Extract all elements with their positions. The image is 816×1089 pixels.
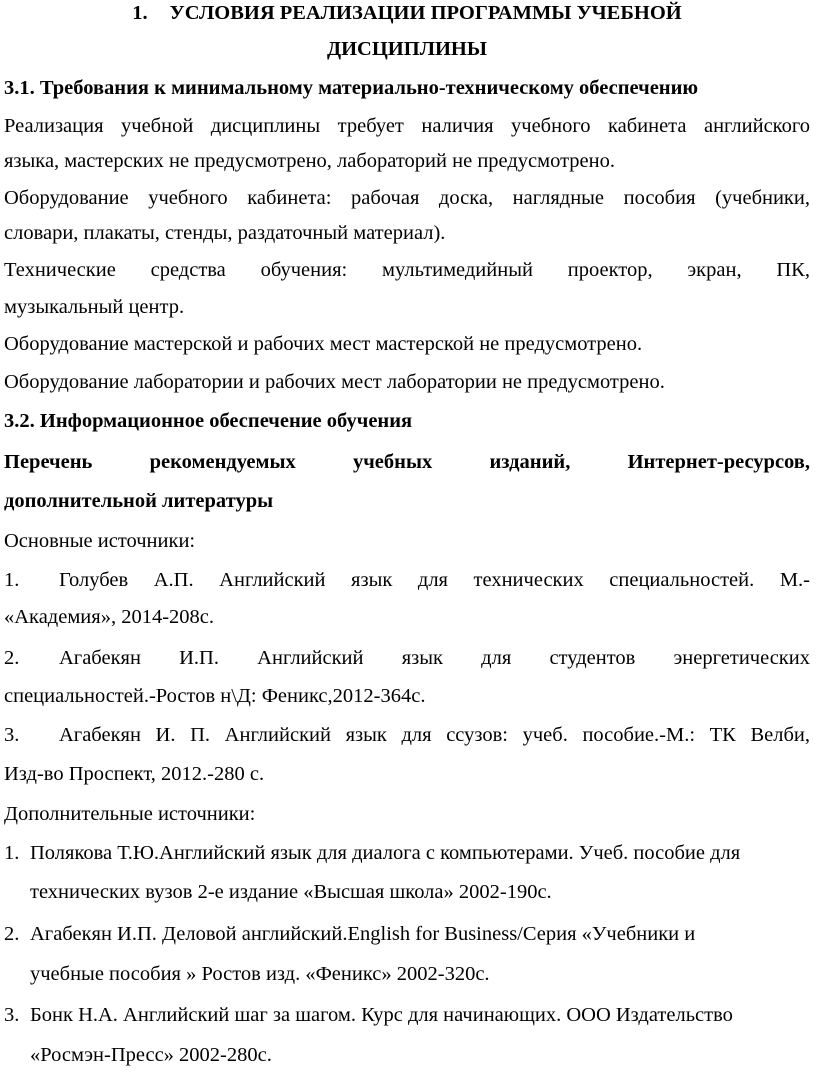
list-item-text: Агабекян И. П. Английский язык для ссузов: учеб. пособие.-М.: ТК Велби, <box>59 724 810 746</box>
list-item <box>4 724 810 747</box>
list-item-continuation: Изд-во Проспект, 2012.-280 с. <box>4 763 265 785</box>
list-item <box>4 1004 733 1027</box>
list-item-continuation: технических вузов 2-е издание «Высшая школа» 2002-190с. <box>30 881 552 903</box>
list-item-text: Голубев А.П. Английский язык для технических специальностей. М.- <box>59 569 810 591</box>
section-title-line1 <box>4 2 810 25</box>
list-item-continuation: «Росмэн-Пресс» 2002-280с. <box>30 1044 272 1066</box>
list-item <box>4 647 810 670</box>
section-title-line2: ДИСЦИПЛИНЫ <box>327 38 487 60</box>
subsection-heading-3-2: 3.2. Информационное обеспечение обучения <box>4 410 413 432</box>
list-item-continuation: специальностей.-Ростов н\Д: Феникс,2012-364с. <box>4 685 426 707</box>
main-sources-label: Основные источники: <box>4 530 196 552</box>
list-number: 2. <box>4 647 20 669</box>
paragraph-line: Оборудование лаборатории и рабочих мест лаборатории не предусмотрено. <box>4 371 665 393</box>
paragraph-line: Технические средства обучения: мультимедийный проектор, экран, ПК, <box>4 259 810 281</box>
list-item <box>4 923 695 946</box>
section-number: 1. <box>132 2 148 24</box>
list-number: 1. <box>4 842 20 864</box>
subheading-line: Перечень рекомендуемых учебных изданий, Интернет-ресурсов, <box>4 451 810 473</box>
subheading-line: дополнительной литературы <box>4 490 274 512</box>
subsection-heading-3-1: 3.1. Требования к минимальному материально-техническому обеспечению <box>4 77 699 99</box>
paragraph-line: языка, мастерских не предусмотрено, лабораторий не предусмотрено. <box>4 150 616 172</box>
list-item-continuation: «Академия», 2014-208с. <box>4 606 215 628</box>
paragraph-line: Реализация учебной дисциплины требует наличия учебного кабинета английского <box>4 115 810 137</box>
list-item-text: Агабекян И.П. Английский язык для студентов энергетических <box>59 647 810 669</box>
paragraph-line: Оборудование учебного кабинета: рабочая доска, наглядные пособия (учебники, <box>4 187 810 209</box>
list-item-text: Полякова Т.Ю.Английский язык для диалога с компьютерами. Учеб. пособие для <box>30 842 741 864</box>
section-title-text: УСЛОВИЯ РЕАЛИЗАЦИИ ПРОГРАММЫ УЧЕБНОЙ <box>169 2 682 24</box>
extra-sources-label: Дополнительные источники: <box>4 803 256 825</box>
list-item <box>4 842 740 865</box>
list-item-continuation: учебные пособия » Ростов изд. «Феникс» 2002-320с. <box>30 963 490 985</box>
paragraph-line: музыкальный центр. <box>4 296 185 318</box>
paragraph-line: Оборудование мастерской и рабочих мест мастерской не предусмотрено. <box>4 333 643 355</box>
list-item-text: Агабекян И.П. Деловой английский.English for Business/Серия «Учебники и <box>30 923 696 945</box>
list-item <box>4 569 810 592</box>
list-number: 1. <box>4 569 20 591</box>
list-item-text: Бонк Н.А. Английский шаг за шагом. Курс для начинающих. ООО Издательство <box>30 1004 733 1026</box>
list-number: 2. <box>4 923 20 945</box>
list-number: 3. <box>4 724 20 746</box>
list-number: 3. <box>4 1004 20 1026</box>
paragraph-line: словари, плакаты, стенды, раздаточный материал). <box>4 222 446 244</box>
